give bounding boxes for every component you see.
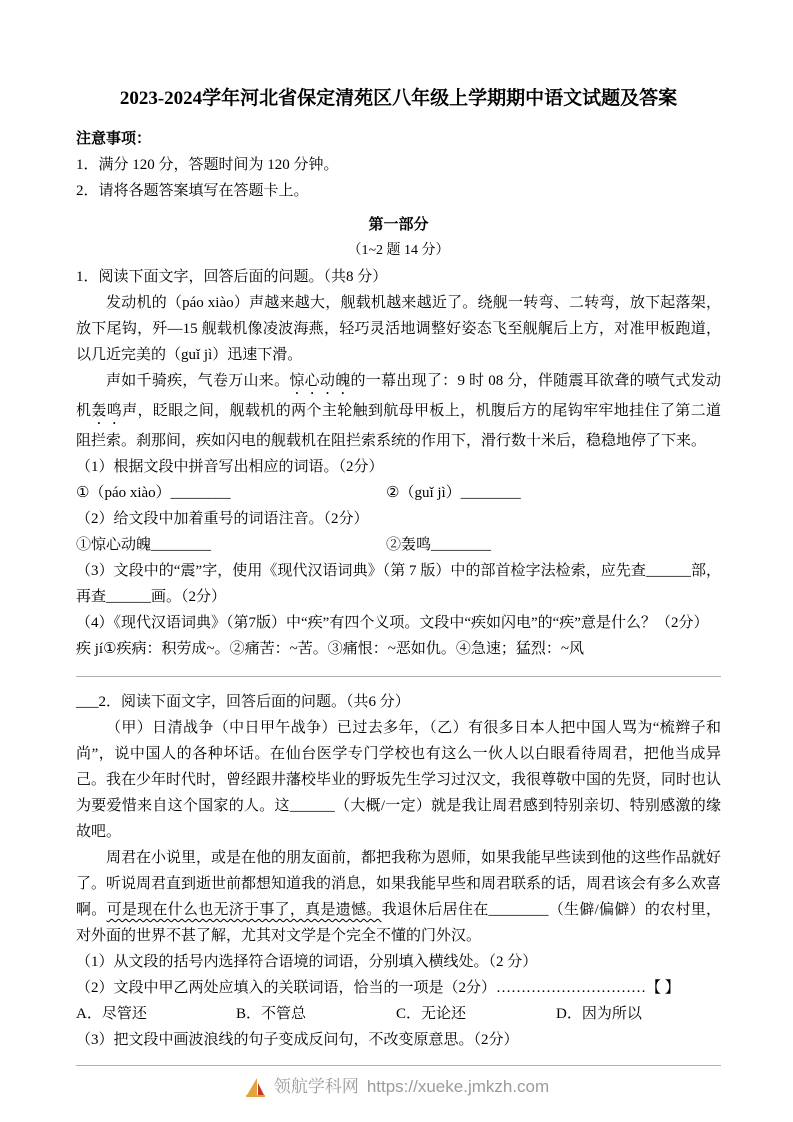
blank-hongming: ②轰鸣________ [386,537,492,553]
question-2-sub-2: （2）文段中甲乙两处应填入的关联词语，恰当的一项是（2分）…………………………【 】 [76,980,680,996]
section-divider [76,676,721,677]
bottom-divider [76,1065,721,1066]
question-1-passage-paragraph-1: 发动机的（páo xiào）声越来越大，舰载机越来越近了。绕舰一转弯、二转弯，放下起落架，放下尾钩，歼—15 舰载机像凌波海燕，轻巧灵活地调整好姿态飞至舰艉后上方，对准甲板跑道，以几近完美的（guǐ jì）迅速下滑。 [76,295,721,363]
question-1-sub-1-blanks [76,480,721,506]
blank-pao-xiao: ①（páo xiào）________ [76,485,231,501]
notice-heading: 注意事项： [76,131,152,147]
question-2-options-row [76,1001,721,1027]
option-b: B．不管总 [236,1006,307,1022]
notice-item-2: 2．请将各题答案填写在答题卡上。 [76,183,309,199]
site-url: https://xueke.jmkzh.com [366,1077,550,1096]
question-1-sub-4: （4）《现代汉语词典》（第7版）中“疾”有四个义项。文段中“疾如闪电”的“疾”意是什么？（2分） [76,615,709,631]
part-one-heading: 第一部分 [368,217,429,233]
question-2-passage-paragraph-2 [76,845,721,949]
question-1-passage-paragraph-2 [76,368,721,454]
question-1-sub-2: （2）给文段中加着重号的词语注音。（2分） [76,511,369,527]
option-c: C．无论还 [396,1006,467,1022]
passage-text: 声，眨眼之间，舰载机的两个主轮触到航母甲板上，机腹后方的尾钩牢牢地挂住了第二道阻拦索。刹那间，疾如闪电的舰载机在阻拦索系统的作用下，滑行数十米后，稳稳地停了下来。 [76,403,721,449]
option-d: D．因为所以 [556,1006,642,1022]
question-2-intro: ___2．阅读下面文字，回答后面的问题。（共6 分） [76,694,410,710]
blank-jingxindongpo: ①惊心动魄________ [76,537,212,553]
passage-text: 我退休后居住在________（生僻/偏僻）的农村里，对外面的世界不甚了解，尤其对文学是个完全不懂的门外汉。 [76,902,721,944]
blank-gui-ji: ②（guǐ jì）________ [386,485,521,501]
option-a: A．尽管还 [76,1006,147,1022]
site-logo-icon [244,1076,266,1098]
passage-text: 声如千骑疾，气卷万山来。 [106,373,290,389]
question-1-sub-1: （1）根据文段中拼音写出相应的词语。（2分） [76,459,384,475]
emphasized-word-jingxindongpo: 惊心动魄 [289,373,351,389]
question-2-sub-3: （3）把文段中画波浪线的句子变成反问句，不改变原意思。（2分） [76,1032,519,1048]
notice-item-1: 1．满分 120 分，答题时间为 120 分钟。 [76,157,339,173]
wavy-underlined-sentence: 可是现在什么也无济于事了，真是遗憾。 [106,902,382,918]
question-2-sub-1: （1）从文段的括号内选择符合语境的词语，分别填入横线处。（2 分） [76,954,538,970]
emphasized-word-hongming: 轰鸣 [91,403,123,419]
part-one-subheading: （1~2 题 14 分） [347,243,450,258]
question-1-intro: 1．阅读下面文字，回答后面的问题。（共8 分） [76,269,388,285]
document-title: 2023-2024学年河北省保定清苑区八年级上学期期中语文试题及答案 [119,88,678,109]
site-footer-link[interactable] [0,1074,793,1100]
question-1-sub-3: （3）文段中的“震”字，使用《现代汉语词典》（第 7 版）中的部首检字法检索，应先查______部，再查______画。（2分） [76,563,721,605]
site-name: 领航学科网 [273,1077,359,1096]
passage-text: 周君在小说里，或是在他的朋友面前，都把我称为恩师，如果我能早些读到他的这些作品就好了。听说周君直到逝世前都想知道我的消息，如果我能早些和周君联系的话，周君该会有多么欢喜啊。 [76,850,722,918]
question-1-sub-4-dictionary-note: 疾 jí①疾病：积劳成~。②痛苦：~苦。③痛恨：~恶如仇。④急速；猛烈：~风 [76,641,584,657]
passage-text: 的一幕出现了：9 时 08 分，伴随震耳欲聋的喷气式发动机 [76,373,721,419]
question-2-passage-paragraph-1: （甲）日清战争（中日甲午战争）已过去多年，（乙）有很多日本人把中国人骂为“梳辫子和尚”，说中国人的各种坏话。在仙台医学专门学校也有这么一伙人以白眼看待周君，把他当成异己。我在少年时代时，曾经跟井藩校毕业的野坂先生学习过汉文，我很尊敬中国的先贤，同时也认为要爱惜来自这个国家的人。这______（大概/一定）就是我让周君感到特别亲切、特别感激的缘故吧。 [76,720,722,840]
question-1-sub-2-blanks [76,532,721,558]
